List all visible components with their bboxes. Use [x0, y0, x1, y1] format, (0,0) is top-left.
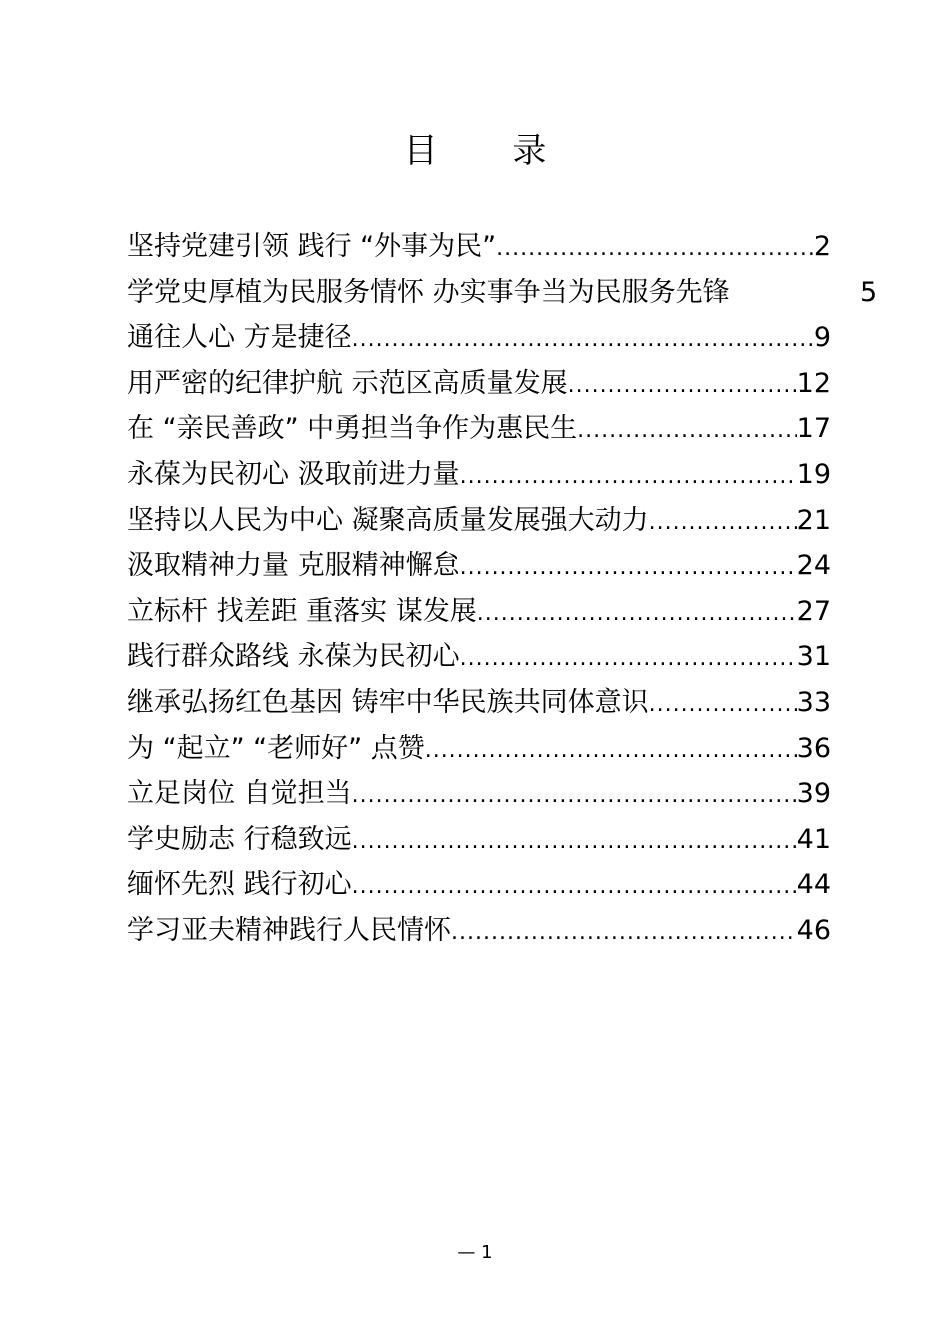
- toc-entry-title: 学党史厚植为民服务情怀 办实事争当为民服务先锋: [127, 276, 730, 308]
- toc-entry: [127, 908, 831, 954]
- toc-entry: [127, 771, 831, 817]
- toc-entry-title: 坚持党建引领 践行 “外事为民”: [127, 231, 497, 262]
- toc-entry: [127, 862, 831, 908]
- toc-leader-dots: [352, 317, 814, 363]
- toc-entry-page: 24: [796, 550, 831, 582]
- toc-entry-title: 坚持以人民为中心 凝聚高质量发展强大动力: [127, 504, 649, 536]
- toc-leader-dots: [425, 728, 797, 774]
- toc-entry-page: 44: [796, 869, 831, 901]
- table-of-contents: [127, 224, 878, 954]
- toc-entry-page: 21: [796, 504, 831, 536]
- toc-entry-title: 践行群众路线 永葆为民初心: [127, 641, 460, 673]
- toc-entry-title: 立足岗位 自觉担当: [127, 778, 352, 810]
- toc-entry-title: 立标杆 找差距 重落实 谋发展: [127, 595, 477, 627]
- toc-entry: [127, 817, 831, 863]
- toc-entry-title: 永葆为民初心 汲取前进力量: [127, 458, 460, 490]
- toc-entry-page: 5: [860, 276, 878, 308]
- toc-entry: [127, 315, 831, 361]
- toc-entry: [127, 726, 831, 772]
- toc-entry-title: 学习亚夫精神践行人民情怀: [127, 914, 451, 946]
- toc-entry: [127, 270, 878, 316]
- page-title: 目 录: [403, 131, 579, 171]
- toc-entry-page: 46: [796, 914, 831, 946]
- toc-leader-dots: [496, 226, 814, 272]
- toc-entry-page: 36: [796, 732, 831, 764]
- toc-entry-title: 缅怀先烈 践行初心: [127, 869, 352, 901]
- toc-entry-page: 41: [796, 823, 831, 855]
- toc-entry-page: 39: [796, 778, 831, 810]
- toc-entry-title: 学史励志 行稳致远: [127, 823, 352, 855]
- toc-leader-dots: [460, 545, 797, 591]
- toc-leader-dots: [352, 864, 797, 910]
- toc-leader-dots: [649, 682, 797, 728]
- toc-entry-title: 汲取精神力量 克服精神懈怠: [127, 550, 460, 582]
- toc-entry-page: 19: [796, 458, 831, 490]
- toc-entry-page: 2: [813, 231, 831, 262]
- toc-entry-page: 9: [813, 322, 831, 354]
- toc-entry: [127, 361, 831, 407]
- toc-entry-title: 继承弘扬红色基因 铸牢中华民族共同体意识: [127, 686, 649, 718]
- toc-leader-dots: [649, 500, 797, 546]
- toc-entry-page: 12: [796, 367, 831, 399]
- toc-entry: [127, 452, 831, 498]
- toc-entry-page: 33: [796, 686, 831, 718]
- toc-leader-dots: [577, 408, 797, 454]
- toc-leader-dots: [451, 910, 797, 956]
- toc-entry-title: 为 “起立” “老师好” 点赞: [127, 732, 425, 764]
- toc-entry: [127, 543, 831, 589]
- toc-entry: [127, 634, 831, 680]
- toc-leader-dots: [477, 591, 797, 637]
- toc-entry-title: 通往人心 方是捷径: [127, 322, 352, 354]
- toc-entry-page: 27: [796, 595, 831, 627]
- toc-entry-page: 17: [796, 413, 831, 445]
- toc-leader-dots: [568, 363, 797, 409]
- page-number-footer: — 1: [457, 1242, 493, 1263]
- toc-leader-dots: [352, 773, 797, 819]
- toc-entry: [127, 680, 831, 726]
- toc-entry: [127, 589, 831, 635]
- toc-entry: [127, 224, 831, 270]
- toc-leader-dots: [460, 636, 797, 682]
- toc-entry-page: 31: [796, 641, 831, 673]
- toc-leader-dots: [352, 819, 797, 865]
- toc-entry-title: 在 “亲民善政” 中勇担当争作为惠民生: [127, 413, 578, 445]
- toc-entry: [127, 498, 831, 544]
- toc-leader-dots: [460, 454, 797, 500]
- toc-entry-title: 用严密的纪律护航 示范区高质量发展: [127, 367, 568, 399]
- toc-entry: [127, 406, 831, 452]
